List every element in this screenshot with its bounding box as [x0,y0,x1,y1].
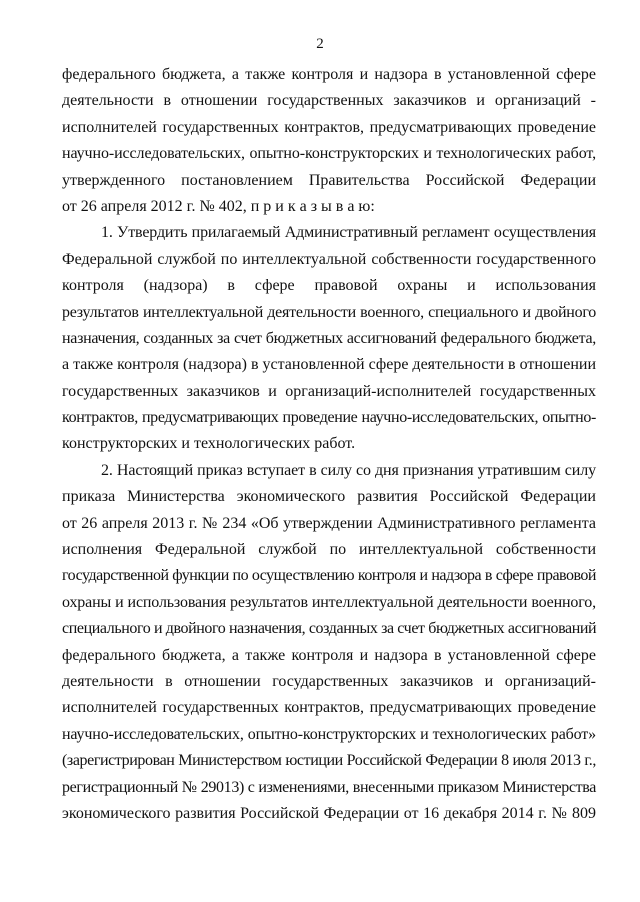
text-line: исполнителей государственных контрактов, предусматривающих проведение [62,699,596,717]
text-line: контроля (надзора) в сфере правовой охраны и использования [62,277,596,295]
text-line: государственных заказчиков и организаций-исполнителей государственных [62,382,596,400]
text-line: результатов интеллектуальной деятельности военного, специального и двойного [62,303,596,321]
text-line: а также контроля (надзора) в установленной сфере деятельности в отношении [62,356,597,374]
text-line: федерального бюджета, а также контроля и надзора в установленной сфере [62,66,596,83]
text-line: Федеральной службой по интеллектуальной собственности государственного [62,250,596,268]
text-line: охраны и использования результатов интеллектуальной деятельности военного, [62,593,596,611]
text-line: научно-исследовательских, опытно-конструкторских и технологических работ, [62,145,596,163]
text-line: 2. Настоящий приказ вступает в силу со дня признания утратившим силу [101,461,596,479]
text-line: деятельности в отношении государственных заказчиков и организаций - [62,92,596,110]
text-line: федерального бюджета, а также контроля и надзора в установленной сфере [62,646,596,664]
text-line: от 26 апреля 2013 г. № 234 «Об утверждении Административного регламента [62,514,596,532]
text-line: приказа Министерства экономического развития Российской Федерации [62,488,596,506]
text-line: деятельности в отношении государственных заказчиков и организаций- [62,672,596,690]
text-line: специального и двойного назначения, созданных за счет бюджетных ассигнований [62,620,597,638]
text-line: от 26 апреля 2012 г. № 402, п р и к а з ы в а ю: [62,197,375,215]
text-line: исполнителей государственных контрактов, предусматривающих проведение [62,118,596,136]
text-line: исполнения Федеральной службой по интеллектуальной собственности [62,541,596,559]
text-line: утвержденного постановлением Правительства Российской Федерации [62,171,596,189]
text-line: научно-исследовательских, опытно-конструкторских и технологических работ» [62,725,596,743]
page-number: 2 [316,36,324,52]
text-line: конструкторских и технологических работ. [62,435,356,453]
text-line: государственной функции по осуществлению контроля и надзора в сфере правовой [62,567,596,585]
text-line: экономического развития Российской Федерации от 16 декабря 2014 г. № 809 [62,804,596,822]
text-line: контрактов, предусматривающих проведение научно-исследовательских, опытно- [62,409,596,427]
text-line: (зарегистрирован Министерством юстиции Российской Федерации 8 июля 2013 г., [62,752,596,770]
text-line: регистрационный № 29013) с изменениями, внесенными приказом Министерства [62,778,596,796]
text-line: 1. Утвердить прилагаемый Административный регламент осуществления [101,224,596,242]
document-body [62,62,596,827]
text-line: назначения, созданных за счет бюджетных ассигнований федерального бюджета, [62,329,596,347]
